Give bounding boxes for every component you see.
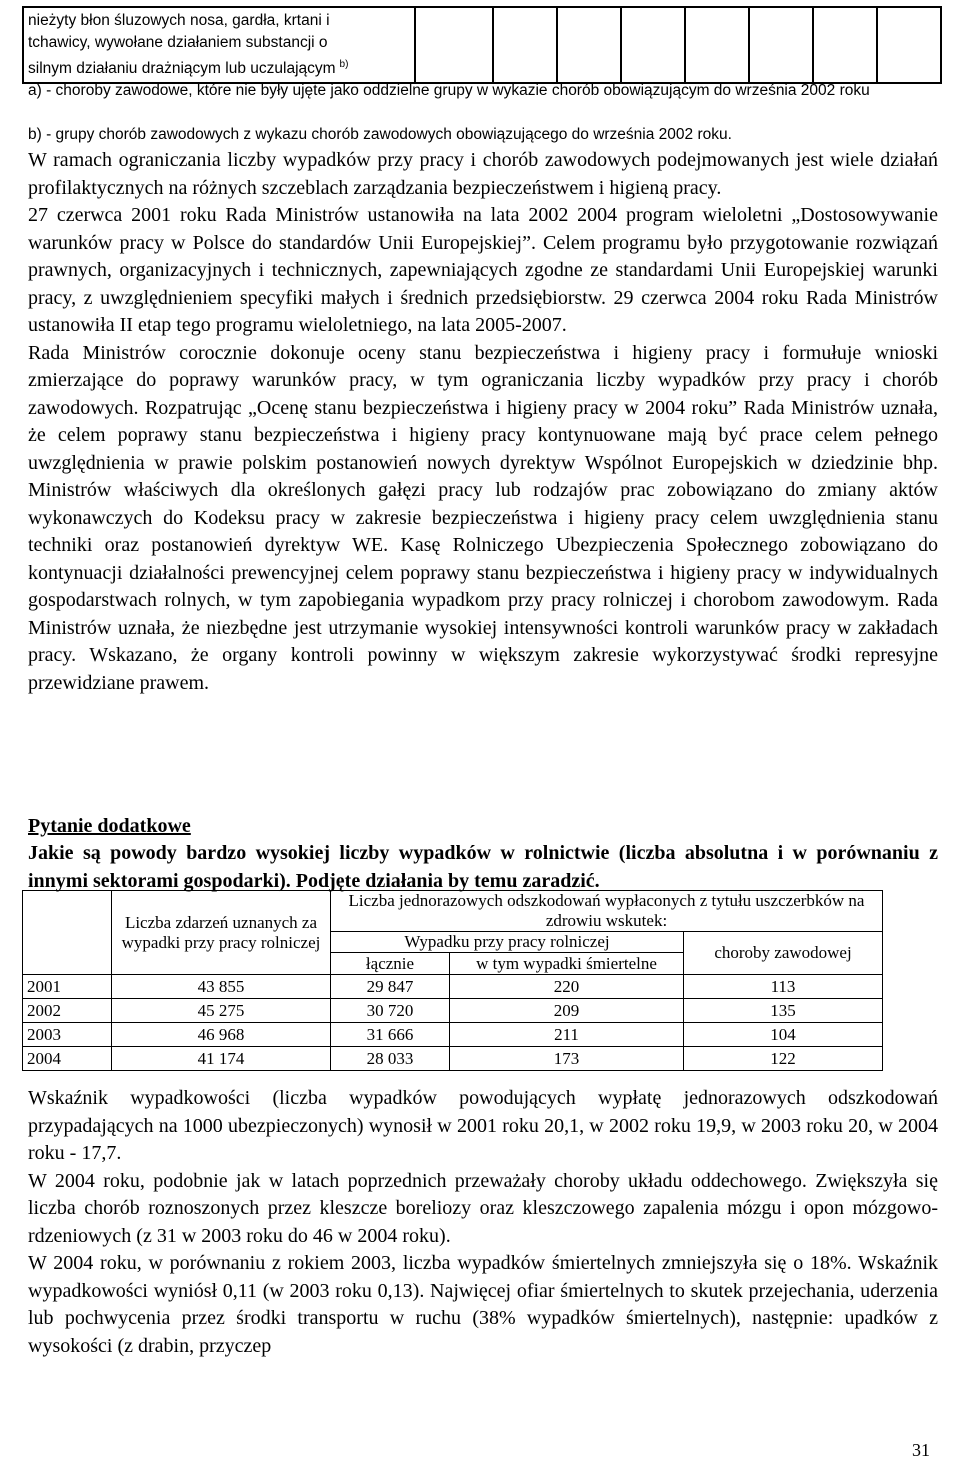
disease-cell: 122 [684,1047,883,1071]
paragraph: 27 czerwca 2001 roku Rada Ministrów ustanowiła na lata 2002 2004 program wieloletni „Dostosowywanie warunków pracy w Polsce do standardów Unii Europejskiej”. Celem programu było przygotowanie rozwiązań prawnych, organizacyjnych i technicznych, zapewniających zgodne ze standardami Unii Europejskiej warunki pracy, z uwzględnieniem specyfiki małych i średnich przedsiębiorstw. 29 czerwca 2004 roku Rada Ministrów ustanowiła II etap tego programu wieloletniego, na lata 2005-2007. [28,204,938,336]
paragraph: Wskaźnik wypadkowości (liczba wypadków powodujących wypłatę jednorazowych odszkodowań przypadających na 1000 ubezpieczonych) wynosił w 2001 roku 20,1, w 2002 roku 19,9, w 2003 roku 20, w 2004 roku - 17,7. [28,1087,938,1164]
empty-cell [557,7,621,83]
footnote-a: a) - choroby zawodowe, które nie były ujęte jako oddzielne grupy w wykazie chorób obowiązującym do września 2002 roku [28,82,870,99]
fatal-cell: 220 [450,975,684,999]
header-disease: choroby zawodowej [684,932,883,975]
empty-cell [493,7,557,83]
paragraph: W 2004 roku, w porównaniu z rokiem 2003, liczba wypadków śmiertelnych zmniejszyła się o 18%. Wskaźnik wypadkowości wyniósł 0,11 (w 2003 roku 0,13). Najwięcej ofiar śmiertelnych to skutek przejechania, uderzenia lub pochwycenia przez środki transportu w ruchu (38% wypadków śmiertelnych), następnie: upadków z wysokości (z drabin, przyczep [28,1252,938,1357]
total-cell: 28 033 [331,1047,450,1071]
paragraph-block-bottom [28,1085,938,1360]
footnote-mark: b) [339,59,349,70]
table-row [23,1023,883,1047]
total-cell: 29 847 [331,975,450,999]
empty-cell [877,7,941,83]
header-fatal: w tym wypadki śmiertelne [450,953,684,975]
total-cell: 30 720 [331,999,450,1023]
header-farm-accident: Wypadku przy pracy rolniczej [331,932,684,953]
disease-cell: 135 [684,999,883,1023]
footnote-b: b) - grupy chorób zawodowych z wykazu chorób zawodowych obowiązującego do września 2002 roku. [28,126,732,143]
empty-cell [749,7,813,83]
year-cell: 2004 [23,1047,112,1071]
disease-label-cell [23,7,415,83]
fatal-cell: 173 [450,1047,684,1071]
question-text: Jakie są powody bardzo wysokiej liczby wypadków w rolnictwie (liczba absolutna i w porównaniu z innymi sektorami gospodarki). Podjęte działania by temu zaradzić. [28,842,938,892]
year-cell: 2002 [23,999,112,1023]
paragraph: Rada Ministrów corocznie dokonuje oceny stanu bezpieczeństwa i higieny pracy i formułuje wnioski zmierzające do poprawy warunków pracy, w tym ograniczania liczby wypadków przy pracy i chorób zawodowych. Rozpatrując „Ocenę stanu bezpieczeństwa i higieny pracy w 2004 roku” Rada Ministrów uznała, że celem poprawy stanu bezpieczeństwa i higieny pracy kontynuowane mają być prace celem pełnego uwzględnienia w prawie polskim postanowień nowych dyrektyw Wspólnot Europejskich w dziedzinie bhp. Ministrów właściwych dla określonych gałęzi pracy lub rodzajów prac zobowiązano do zmiany aktów wykonawczych do Kodeksu pracy w zakresie bezpieczeństwa i higieny pracy celem uwzględnienia stanu techniki oraz postanowień dyrektyw WE. Kasę Rolniczego Ubezpieczenia Społecznego zobowiązano do kontynuacji działalności prewencyjnej celem poprawy stanu bezpieczeństwa i higieny pracy w indywidualnych gospodarstwach rolnych, w tym zapobiegania wypadkom przy pracy rolniczej i chorobom zawodowym. Rada Ministrów uznała, że niezbędne jest utrzymanie wysokiej intensywności kontroli warunków pracy w zakładach pracy. Wskazano, że organy kontroli powinny w większym zakresie wykorzystywać środki represyjne przewidziane prawem. [28,341,938,694]
accident-statistics-table [22,890,883,1071]
year-header-cell [23,891,112,975]
total-cell: 31 666 [331,1023,450,1047]
accidents-cell: 46 968 [112,1023,331,1047]
disease-label-line: silnym działaniu drażniącym lub uczulającym $^{b)}$ [28,59,349,77]
disease-label-line: nieżyty błon śluzowych nosa, gardła, krtani i [28,12,330,29]
accidents-cell: 41 174 [112,1047,331,1071]
accidents-cell: 43 855 [112,975,331,999]
table-row [23,1047,883,1071]
table-row [23,999,883,1023]
header-total: łącznie [331,953,450,975]
paragraph: W 2004 roku, podobnie jak w latach poprzednich przeważały choroby układu oddechowego. Zwiększyła się liczba chorób roznoszonych przez kleszcze boreliozy oraz kleszczowego zapalenia mózgu i opon mózgowo-rdzeniowych (z 31 w 2003 roku do 46 w 2004 roku). [28,1169,938,1247]
fatal-cell: 211 [450,1023,684,1047]
disease-label-line: tchawicy, wywołane działaniem substancji o [28,34,328,51]
empty-cell [685,7,749,83]
section-heading: Pytanie dodatkowe [28,815,191,837]
empty-cell [621,7,685,83]
disease-table-fragment [22,6,942,84]
header-accidents: Liczba zdarzeń uznanych za wypadki przy pracy rolniczej [112,891,331,975]
year-cell: 2003 [23,1023,112,1047]
empty-cell [813,7,877,83]
fatal-cell: 209 [450,999,684,1023]
page-number: 31 [912,1440,930,1460]
disease-cell: 113 [684,975,883,999]
table-row [23,975,883,999]
accidents-cell: 45 275 [112,999,331,1023]
paragraph: W ramach ograniczania liczby wypadków przy pracy i chorób zawodowych podejmowanych jest wiele działań profilaktycznych na różnych szczeblach zarządzania bezpieczeństwem i higieną pracy. [28,149,938,199]
year-cell: 2001 [23,975,112,999]
empty-cell [415,7,493,83]
header-compensation: Liczba jednorazowych odszkodowań wypłaconych z tytułu uszczerbków na zdrowiu wskutek: [331,891,883,932]
paragraph-block-top [28,147,938,697]
disease-cell: 104 [684,1023,883,1047]
